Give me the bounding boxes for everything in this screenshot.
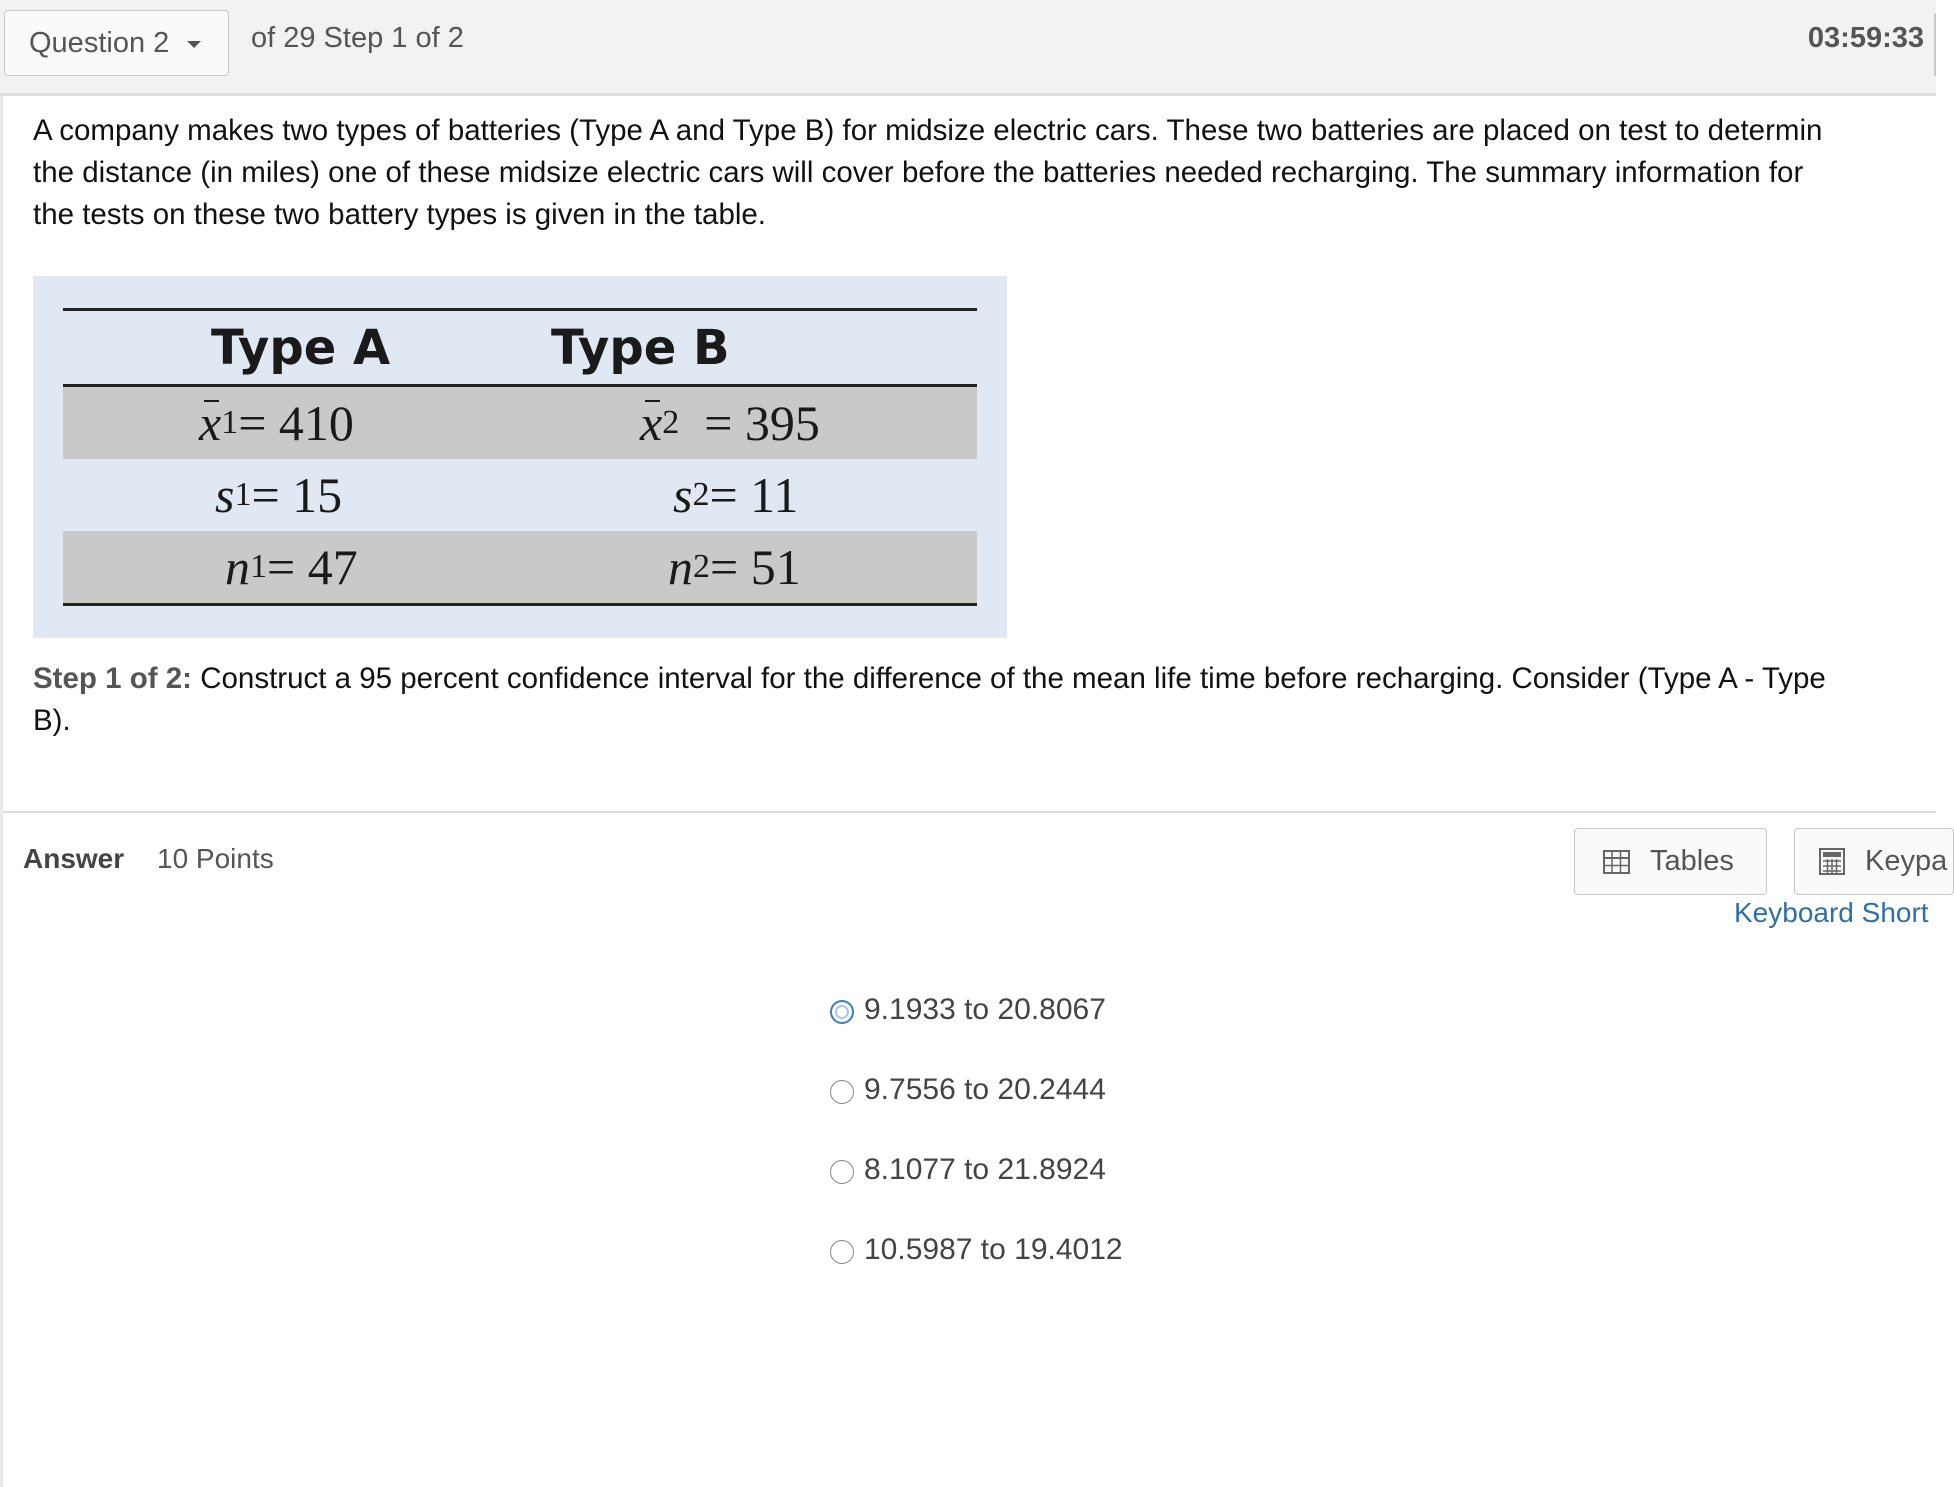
sd-a: s 1 = 15 xyxy=(215,467,343,523)
answer-option[interactable] xyxy=(830,1153,1123,1233)
table-header-row xyxy=(63,311,977,387)
answer-option-label: 10.5987 to 19.4012 xyxy=(864,1233,1123,1266)
xbar-symbol: x xyxy=(199,395,222,451)
equals-sign: = xyxy=(267,539,296,595)
question-select[interactable] xyxy=(4,10,229,76)
tables-button-label: Tables xyxy=(1650,845,1734,877)
n-b: n 2 = 51 xyxy=(668,539,801,595)
step-line xyxy=(33,658,1936,700)
answer-option-label: 8.1077 to 21.8924 xyxy=(864,1153,1106,1186)
equals-sign: = xyxy=(709,467,738,523)
step-text: Construct a 95 percent confidence interval for the difference of the mean life time before recharging. Consider (Type A - Type xyxy=(192,662,1826,695)
table-row-sd xyxy=(63,459,977,531)
answer-option[interactable] xyxy=(830,1073,1123,1153)
s-symbol: s xyxy=(215,467,235,523)
answer-options xyxy=(830,993,1123,1313)
question-line: A company makes two types of batteries (Type A and Type B) for midsize electric cars. These two batteries are placed on test to determin xyxy=(33,114,1823,147)
points-label: 10 Points xyxy=(157,843,274,874)
answer-option[interactable] xyxy=(830,993,1123,1073)
equals-sign: = xyxy=(704,395,733,451)
step-line: B). xyxy=(33,704,71,737)
question-select-label: Question 2 xyxy=(29,26,170,59)
table-row-n xyxy=(63,531,977,606)
answer-option[interactable] xyxy=(830,1233,1123,1313)
answer-label: Answer xyxy=(23,843,125,874)
n-symbol: n xyxy=(668,539,693,595)
answer-option-label: 9.7556 to 20.2444 xyxy=(864,1073,1106,1106)
summary-table-figure xyxy=(33,276,1007,638)
section-divider xyxy=(3,811,1936,813)
equals-sign: = xyxy=(238,395,267,451)
equals-sign: = xyxy=(710,539,739,595)
question-text xyxy=(33,110,1936,236)
step-instructions xyxy=(33,658,1936,742)
timer-divider xyxy=(1934,14,1936,76)
radio-button[interactable] xyxy=(830,1240,854,1264)
table-grid-icon xyxy=(1603,850,1630,874)
n-a-value: 47 xyxy=(307,539,358,595)
answer-option-label: 9.1933 to 20.8067 xyxy=(864,993,1106,1026)
n-a: n 1 = 47 xyxy=(225,539,358,595)
question-progress: of 29 Step 1 of 2 xyxy=(251,22,464,54)
summary-table xyxy=(63,308,977,606)
left-rail xyxy=(0,96,3,1487)
xbar-symbol: x xyxy=(640,395,663,451)
step-label: Step 1 of 2: xyxy=(33,662,192,695)
question-line: the tests on these two battery types is given in the table. xyxy=(33,198,767,231)
sd-b-value: 11 xyxy=(750,467,799,523)
radio-button[interactable] xyxy=(830,1000,854,1024)
table-row-mean xyxy=(63,387,977,459)
countdown-timer: 03:59:33 xyxy=(1807,22,1924,54)
radio-button[interactable] xyxy=(830,1160,854,1184)
radio-button[interactable] xyxy=(830,1080,854,1104)
tables-button[interactable] xyxy=(1574,828,1767,895)
mean-b: x 2 = 395 xyxy=(640,395,820,451)
s-symbol: s xyxy=(673,467,693,523)
sd-a-value: 15 xyxy=(292,467,343,523)
mean-a: x 1 = 410 xyxy=(199,395,354,451)
header-type-a: Type A xyxy=(211,319,391,376)
keyboard-shortcuts-link[interactable]: Keyboard Short xyxy=(1734,897,1929,928)
header-type-b: Type B xyxy=(551,319,730,376)
chevron-down-icon xyxy=(187,41,201,48)
calculator-icon xyxy=(1819,848,1845,875)
equals-sign: = xyxy=(251,467,280,523)
sd-b: s 2 = 11 xyxy=(673,467,799,523)
mean-a-value: 410 xyxy=(278,395,354,451)
question-line: the distance (in miles) one of these midsize electric cars will cover before the batteries needed recharging. The summary information for xyxy=(33,156,1804,189)
keypad-button-label: Keypa xyxy=(1865,845,1948,877)
mean-b-value: 395 xyxy=(744,395,820,451)
question-header xyxy=(0,0,1936,96)
keypad-button[interactable] xyxy=(1794,828,1954,895)
n-symbol: n xyxy=(225,539,250,595)
n-b-value: 51 xyxy=(750,539,801,595)
